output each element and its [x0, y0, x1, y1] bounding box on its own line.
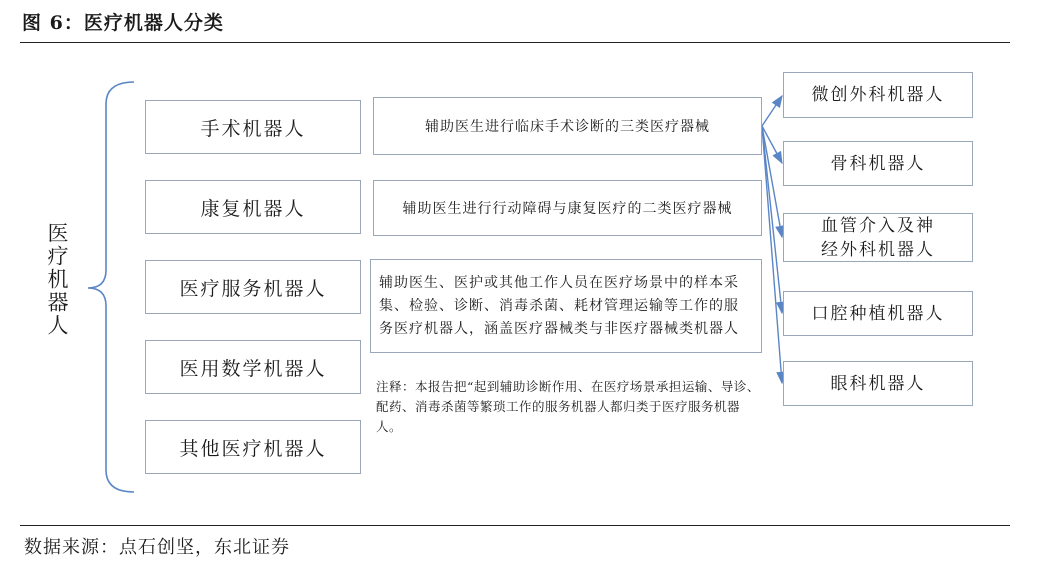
figure-title: 图 6：医疗机器人分类	[22, 12, 224, 34]
description-surgical: 辅助医生进行临床手术诊断的三类医疗器械	[373, 97, 762, 155]
category-rehabilitation: 康复机器人	[145, 180, 361, 234]
subtype-vascular-neuro: 血管介入及神经外科机器人	[783, 213, 973, 262]
subtype-ophthalmic: 眼科机器人	[783, 361, 973, 406]
data-source: 数据来源：点石创坚，东北证券	[24, 537, 290, 558]
description-rehabilitation: 辅助医生进行行动障碍与康复医疗的二类医疗器械	[373, 180, 762, 236]
arrow-minimally-invasive	[762, 96, 782, 126]
arrow-ophthalmic	[762, 126, 782, 383]
subtype-dental-implant: 口腔种植机器人	[783, 291, 973, 336]
footnote: 注释：本报告把“起到辅助诊断作用、在医疗场景承担运输、导诊、配药、消毒杀菌等繁琐工作的服务机器人都归类于医疗服务机器人。	[376, 379, 760, 434]
category-surgical: 手术机器人	[145, 100, 361, 154]
subtype-minimally-invasive: 微创外科机器人	[783, 72, 973, 118]
category-other: 其他医疗机器人	[145, 420, 361, 474]
description-medical-service: 辅助医生、医护或其他工作人员在医疗场景中的样本采集、检验、诊断、消毒杀菌、耗材管理运输等工作的服务医疗机器人，涵盖医疗器械类与非医疗器械类机器人	[370, 259, 762, 353]
subtype-orthopedic: 骨科机器人	[783, 141, 973, 186]
root-label: 医疗机器人	[45, 222, 69, 337]
category-brace	[88, 82, 134, 492]
category-medical-math: 医用数学机器人	[145, 340, 361, 394]
bottom-rule	[20, 525, 1010, 526]
category-medical-service: 医疗服务机器人	[145, 260, 361, 314]
